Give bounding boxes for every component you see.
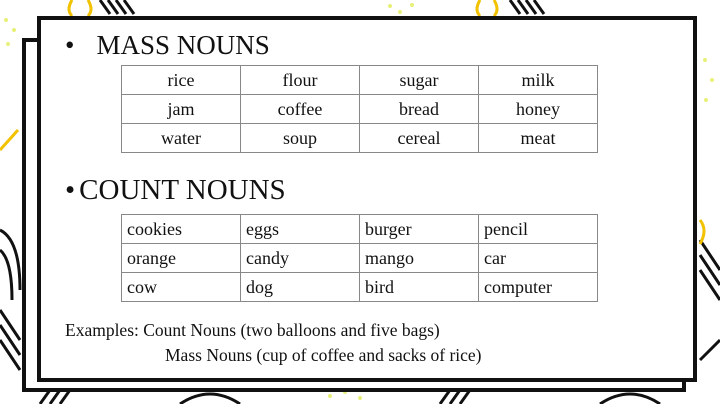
mass-nouns-table — [121, 65, 598, 153]
slide-card — [37, 16, 697, 382]
table-cell: flour — [241, 66, 360, 95]
table-cell: jam — [122, 95, 241, 124]
table-row — [122, 244, 598, 273]
table-cell: meat — [479, 124, 598, 153]
count-nouns-table — [121, 214, 598, 302]
table-cell: mango — [360, 244, 479, 273]
table-cell: water — [122, 124, 241, 153]
table-row — [122, 124, 598, 153]
table-cell: orange — [122, 244, 241, 273]
mass-nouns-title: MASS NOUNS — [96, 30, 270, 60]
table-cell: eggs — [241, 215, 360, 244]
table-row — [122, 273, 598, 302]
table-row — [122, 215, 598, 244]
count-nouns-title: COUNT NOUNS — [79, 174, 286, 206]
table-cell: candy — [241, 244, 360, 273]
table-cell: rice — [122, 66, 241, 95]
table-cell: bird — [360, 273, 479, 302]
table-cell: pencil — [479, 215, 598, 244]
examples-line-1: Examples: Count Nouns (two balloons and five bags) — [65, 320, 440, 340]
table-row — [122, 95, 598, 124]
table-cell: cow — [122, 273, 241, 302]
bullet: • — [65, 30, 75, 60]
table-cell: computer — [479, 273, 598, 302]
table-row — [122, 66, 598, 95]
bullet: • — [65, 174, 76, 206]
table-cell: bread — [360, 95, 479, 124]
table-cell: coffee — [241, 95, 360, 124]
table-cell: dog — [241, 273, 360, 302]
examples — [65, 318, 482, 368]
table-cell: milk — [479, 66, 598, 95]
table-cell: burger — [360, 215, 479, 244]
table-cell: sugar — [360, 66, 479, 95]
table-cell: cookies — [122, 215, 241, 244]
table-cell: soup — [241, 124, 360, 153]
table-cell: cereal — [360, 124, 479, 153]
table-cell: honey — [479, 95, 598, 124]
examples-line-2: Mass Nouns (cup of coffee and sacks of rice) — [165, 345, 482, 365]
count-nouns-heading — [65, 174, 286, 207]
mass-nouns-heading — [65, 30, 270, 61]
table-cell: car — [479, 244, 598, 273]
